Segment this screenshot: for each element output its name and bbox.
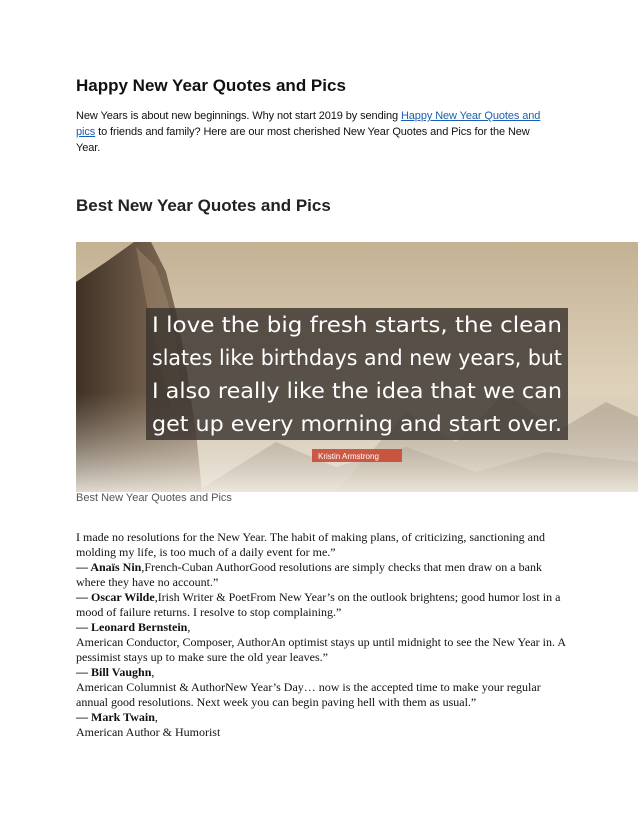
intro-paragraph [76, 108, 556, 156]
quotes-body [76, 530, 566, 740]
happy-new-year-quotes-link[interactable]: Happy New Year Quotes and pics [76, 110, 541, 138]
quote-author: — Leonard Bernstein [76, 620, 188, 634]
quote-author-bio: American Conductor, Composer, Author [76, 635, 271, 649]
quote-text: From New Year’s on the outlook brightens; good humor lost in a mood of failure returns. I resolve to stop complaining.” [76, 590, 561, 619]
quote-author: — Mark Twain [76, 710, 155, 724]
quote-text: New Year’s Day… now is the accepted time to make your regular annual good resolutions. Next week you can begin paving hell with them as usual.” [76, 680, 541, 709]
intro-text-after: to friends and family? Here are our most cherished New Year Quotes and Pics for the New Year. [76, 126, 530, 154]
quote-author: — Anaïs Nin [76, 560, 142, 574]
quote-author: — Oscar Wilde [76, 590, 155, 604]
quote-band-group [146, 308, 568, 440]
quote-text: Good resolutions are simply checks that men draw on a bank where they have no account.” [76, 560, 542, 589]
quote-author-bio: , [154, 710, 158, 724]
quote-author-bio: ,French-Cuban Author [141, 560, 250, 574]
quote-author-bio: , [151, 665, 155, 679]
quote-line-3: I also really like the idea that we can [152, 379, 562, 403]
intro-text-before: New Years is about new beginnings. Why not start 2019 by sending [76, 110, 401, 122]
quote-image [76, 242, 638, 492]
section-heading: Best New Year Quotes and Pics [76, 196, 331, 215]
page-title: Happy New Year Quotes and Pics [76, 76, 346, 95]
quote-author-bio: ,Irish Writer & Poet [154, 590, 250, 604]
quote-paragraph [76, 530, 566, 740]
image-caption: Best New Year Quotes and Pics [76, 492, 232, 504]
quote-author: — Bill Vaughn [76, 665, 152, 679]
quote-text: An optimist stays up until midnight to see the New Year in. A pessimist stays up to make sure the old year leaves.” [76, 635, 566, 664]
quote-author-bio: American Author & Humorist [76, 725, 221, 739]
quote-author-bio: American Columnist & Author [76, 680, 225, 694]
quote-author-bio: , [187, 620, 191, 634]
quote-line-4: get up every morning and start over. [152, 412, 562, 436]
quote-line-2: slates like birthdays and new years, but [152, 346, 562, 370]
quote-author-label: Kristin Armstrong [318, 452, 379, 461]
quote-image-graphic [76, 242, 638, 492]
quote-text: I made no resolutions for the New Year. The habit of making plans, of criticizing, sanctioning and molding my life, is too much of a daily event for me.” [76, 530, 546, 559]
quote-line-1: I love the big fresh starts, the clean [152, 313, 562, 337]
